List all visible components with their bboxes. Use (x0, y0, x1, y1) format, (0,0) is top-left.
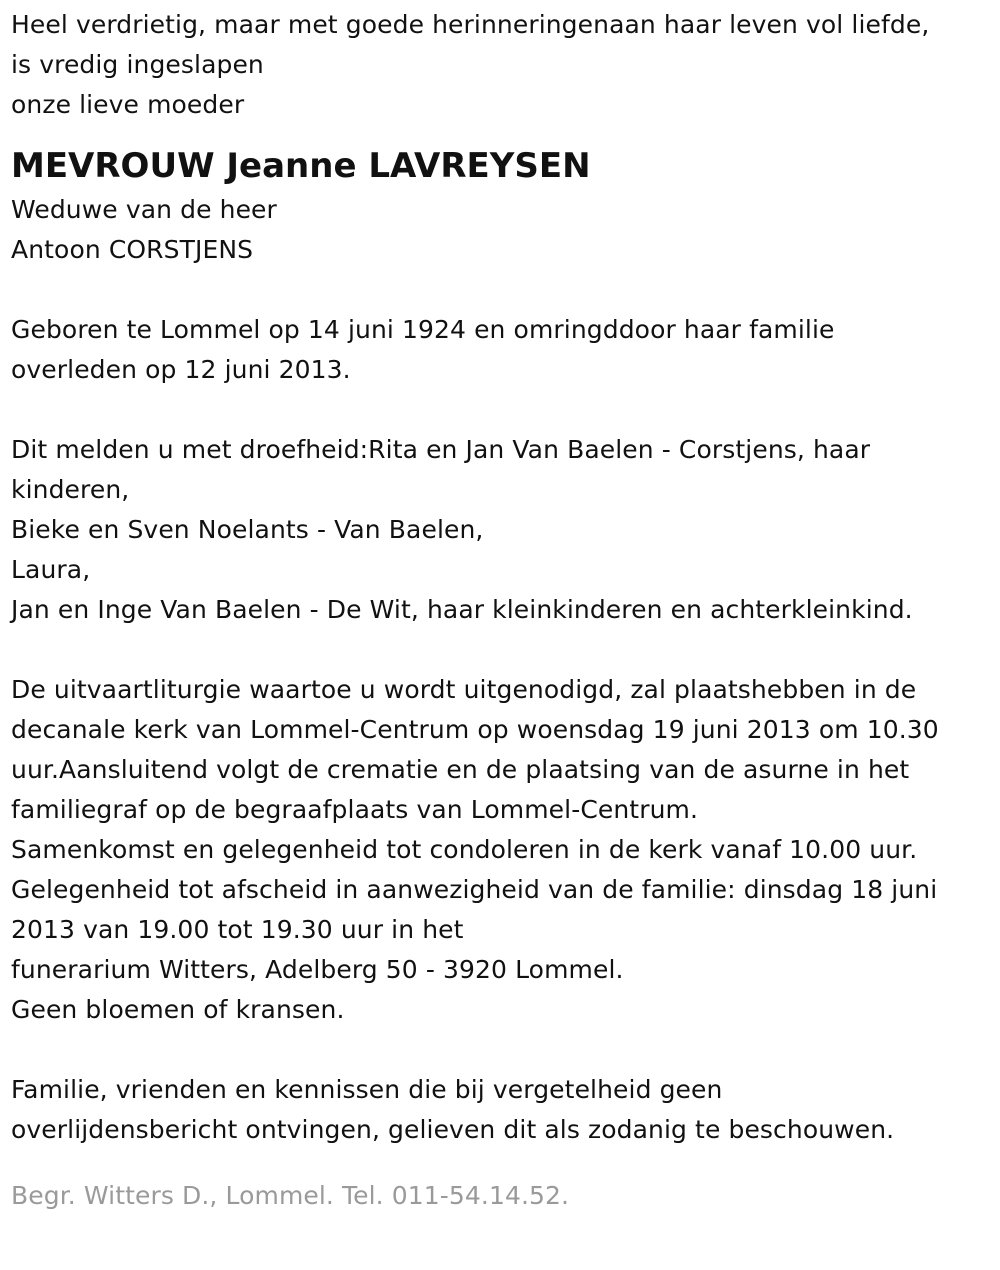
birth-death-paragraph (11, 310, 996, 390)
funeral-line: Samenkomst en gelegenheid tot condoleren in de kerk vanaf 10.00 uur. (11, 835, 918, 864)
funeral-line: Gelegenheid tot afscheid in aanwezigheid van de familie: dinsdag 18 juni (11, 875, 938, 904)
paragraph-spacer (11, 1030, 996, 1070)
obituary-notice (11, 5, 996, 1216)
intro-line: Heel verdrietig, maar met goede herinneringenaan haar leven vol liefde, (11, 10, 930, 39)
announcers-line: Dit melden u met droefheid:Rita en Jan Van Baelen - Corstjens, haar (11, 435, 871, 464)
announcers-line: Bieke en Sven Noelants - Van Baelen, (11, 515, 484, 544)
spouse-line: Weduwe van de heer (11, 195, 277, 224)
spouse-paragraph (11, 190, 996, 270)
intro-line: is vredig ingeslapen (11, 50, 264, 79)
funeral-line: Geen bloemen of kransen. (11, 995, 345, 1024)
announcers-line: kinderen, (11, 475, 130, 504)
announcers-line: Laura, (11, 555, 91, 584)
funeral-line: De uitvaartliturgie waartoe u wordt uitgenodigd, zal plaatshebben in de (11, 675, 917, 704)
intro-paragraph (11, 5, 996, 125)
announcers-paragraph (11, 430, 996, 630)
birth-death-line: Geboren te Lommel op 14 juni 1924 en omringddoor haar familie (11, 315, 835, 344)
paragraph-spacer (11, 390, 996, 430)
funeral-line: uur.Aansluitend volgt de crematie en de plaatsing van de asurne in het (11, 755, 910, 784)
spouse-line: Antoon CORSTJENS (11, 235, 254, 264)
announcers-line: Jan en Inge Van Baelen - De Wit, haar kleinkinderen en achterkleinkind. (11, 595, 913, 624)
closing-line: overlijdensbericht ontvingen, gelieven dit als zodanig te beschouwen. (11, 1115, 895, 1144)
funeral-paragraph (11, 670, 996, 1030)
birth-death-line: overleden op 12 juni 2013. (11, 355, 351, 384)
closing-paragraph (11, 1070, 996, 1150)
closing-line: Familie, vrienden en kennissen die bij vergetelheid geen (11, 1075, 723, 1104)
paragraph-spacer (11, 270, 996, 310)
funeral-line: 2013 van 19.00 tot 19.30 uur in het (11, 915, 464, 944)
deceased-name: MEVROUW Jeanne LAVREYSEN (11, 146, 591, 186)
funeral-line: decanale kerk van Lommel-Centrum op woensdag 19 juni 2013 om 10.30 (11, 715, 939, 744)
funeral-line: familiegraf op de begraafplaats van Lommel-Centrum. (11, 795, 699, 824)
funeral-line: funerarium Witters, Adelberg 50 - 3920 Lommel. (11, 955, 624, 984)
intro-line: onze lieve moeder (11, 90, 245, 119)
undertaker-footer: Begr. Witters D., Lommel. Tel. 011-54.14.52. (11, 1181, 570, 1210)
paragraph-spacer (11, 630, 996, 670)
